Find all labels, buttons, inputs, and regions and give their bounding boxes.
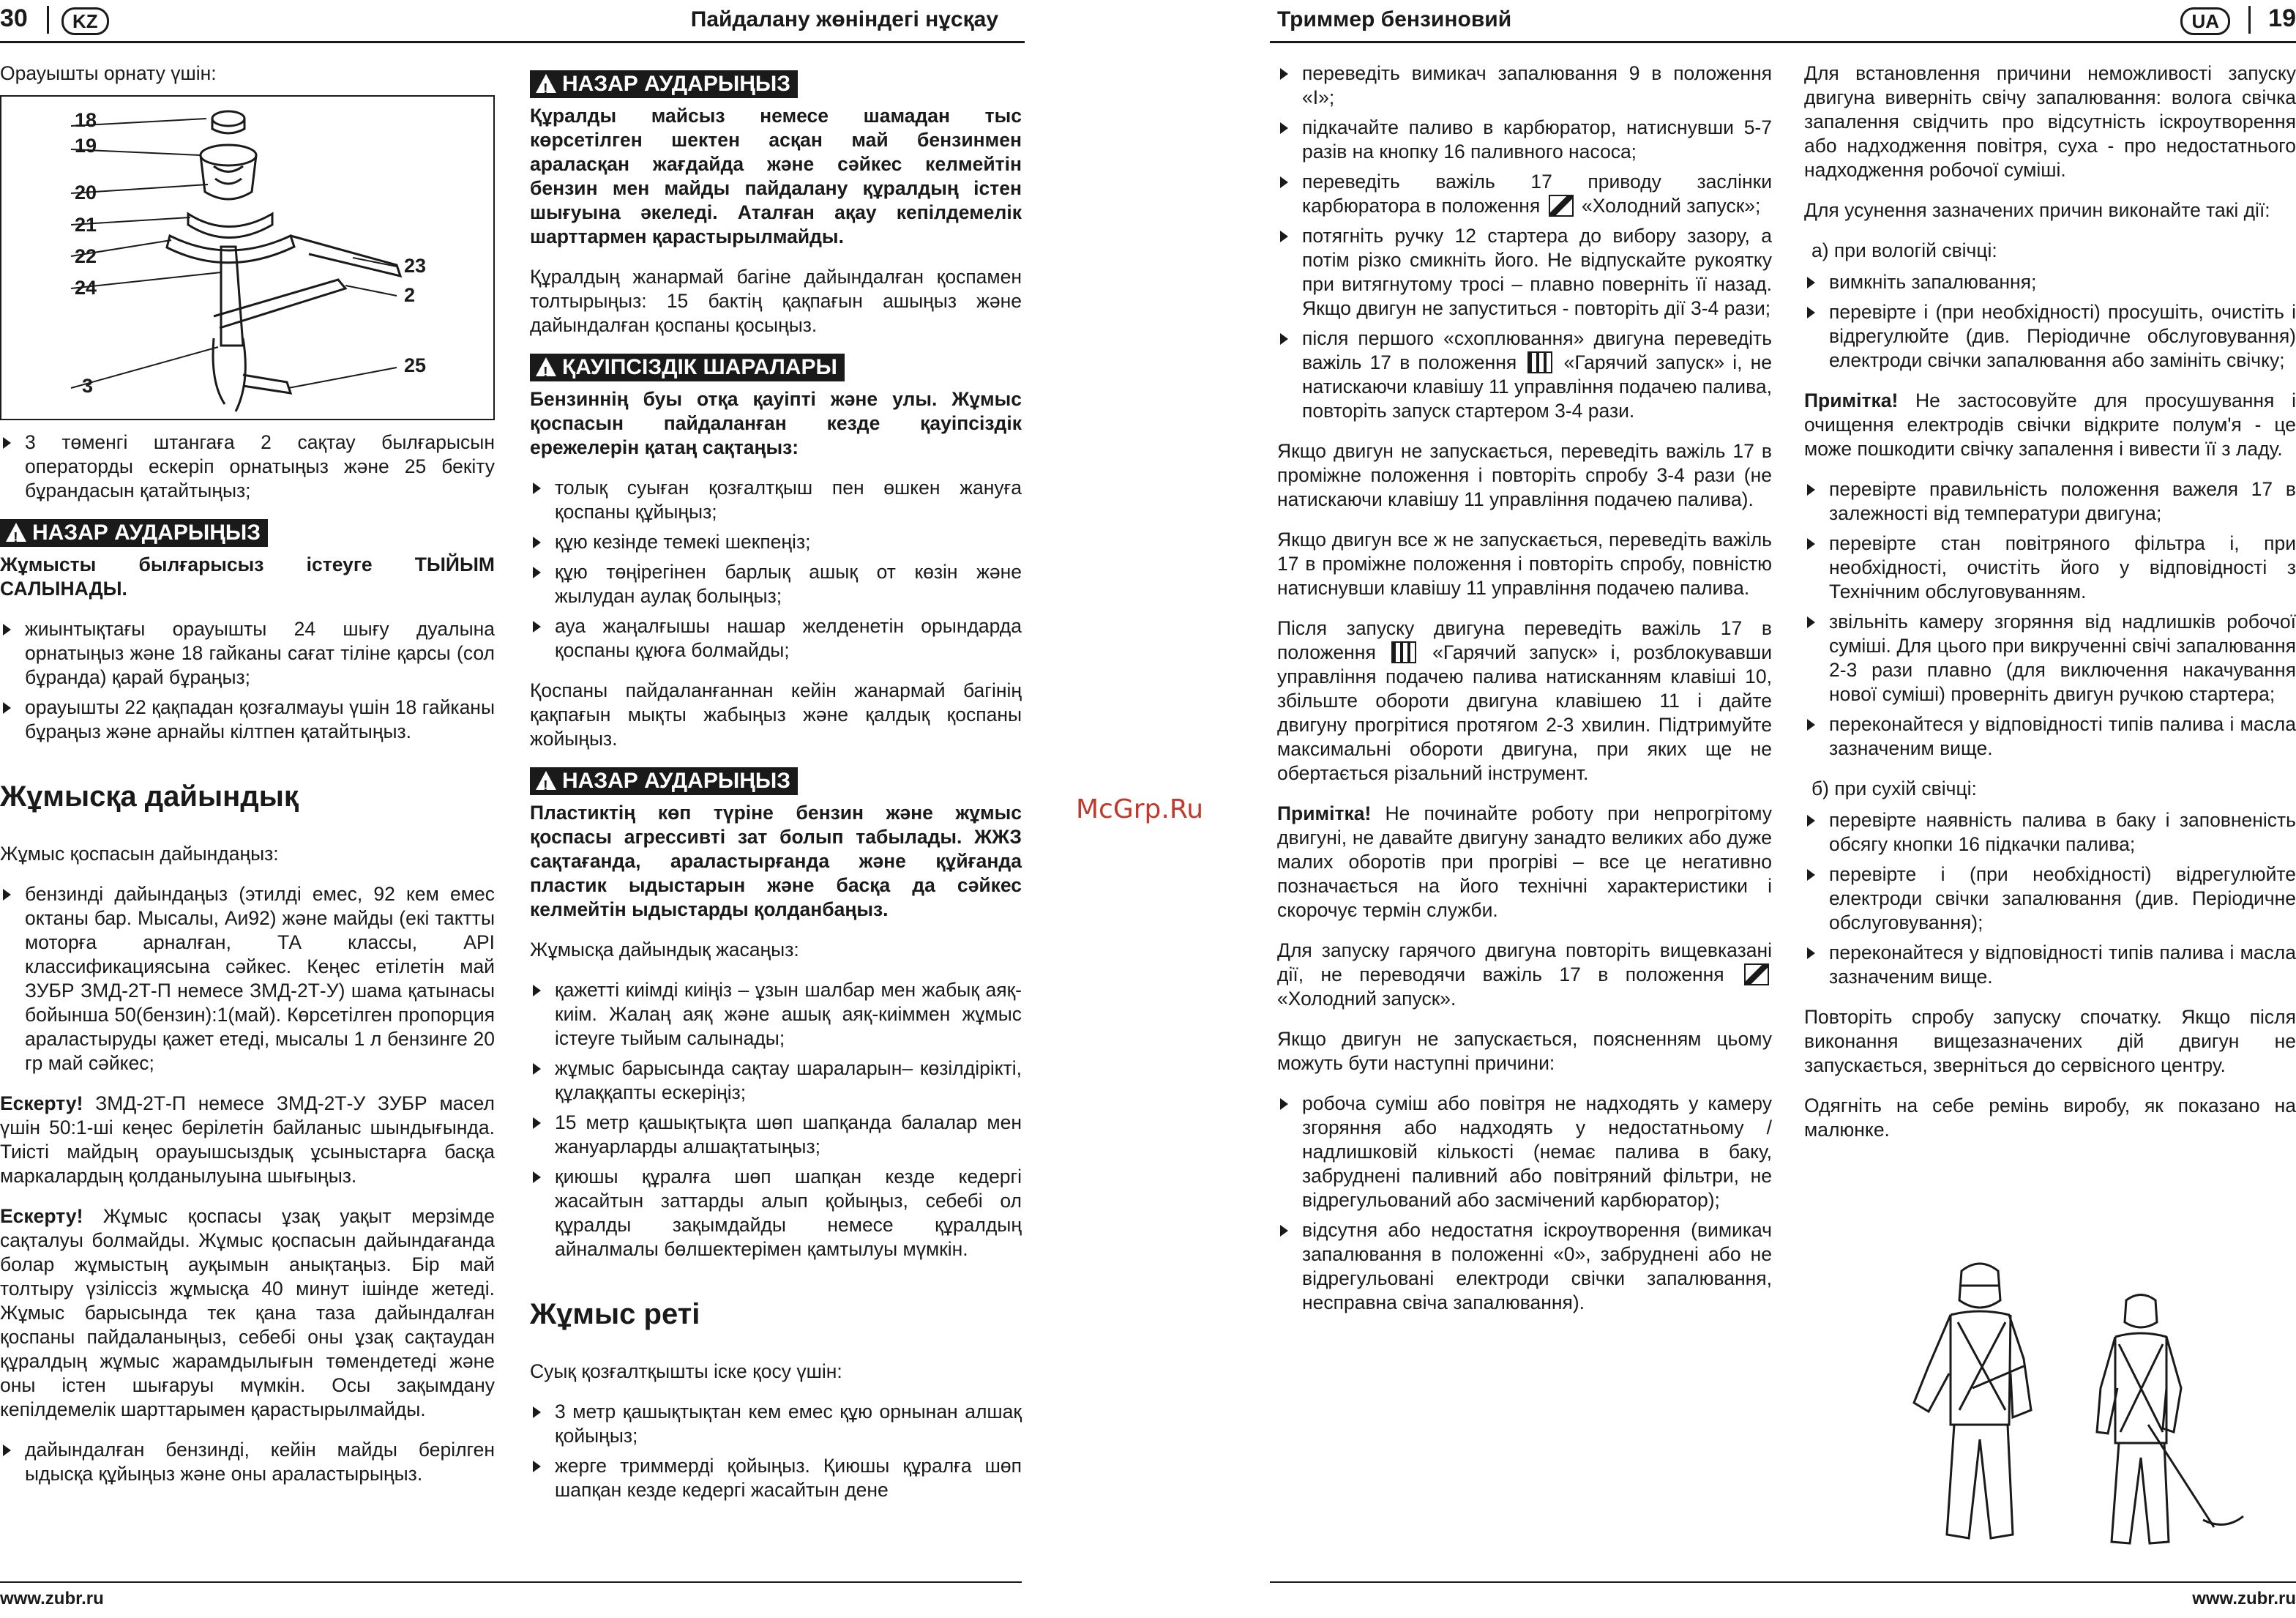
page-number: 30 xyxy=(0,4,28,32)
paragraph: Одягніть на себе ремінь виробу, як показано на малюнке. xyxy=(1804,1095,2296,1141)
warning-icon xyxy=(6,523,26,542)
callout-22: 22 xyxy=(75,245,97,267)
list-item-text: 15 метр қашықтықта шөп шапқанда балалар мен жануарларды алшақтатыңыз; xyxy=(555,1111,1022,1157)
list-item xyxy=(1804,610,2296,707)
warning-label xyxy=(530,70,798,98)
list-item xyxy=(530,530,1022,554)
list-item-text: қажетті киімді киіңіз – ұзын шалбар мен жабық аяқ-киім. Жалаң аяқ және ашық аяқ-киіммен жұмыс істеуге тыйым салынады; xyxy=(555,979,1022,1049)
note-text: ЗМД-2Т-П немесе ЗМД-2Т-У ЗУБР масел үшін 50:1-ші кеңес берілетін байланыс шындығында. Тиісті майдың орауышсыздық ұсыныстарға басқа маркалардың қолданылуына шығыңыз. xyxy=(0,1092,495,1187)
mounting-list xyxy=(0,617,495,744)
list-item xyxy=(530,560,1022,608)
list-item xyxy=(530,1056,1022,1105)
section-heading: Жұмыс реті xyxy=(530,1298,700,1330)
note-label: Примітка! xyxy=(1277,802,1372,824)
list-item xyxy=(530,476,1022,524)
list-item xyxy=(0,882,495,1075)
note-text: Не починайте роботу при непрогрітому двигуні, не давайте двигуну занадто великих або дуже малих оборотів при прогріві – все це негативно позначається на його технічні характеристики і скорочує термін служби. xyxy=(1277,802,1772,921)
left-column-1-body xyxy=(0,430,495,1502)
note xyxy=(1277,802,1772,922)
list-item xyxy=(1277,1092,1772,1212)
hot-start-icon xyxy=(1527,351,1552,373)
left-column-2 xyxy=(530,70,1022,1518)
install-list xyxy=(0,430,495,503)
list-item-text: підкачайте паливо в карбюратор, натиснувши 5-7 разів на кнопку 16 паливного насоса; xyxy=(1302,116,1772,163)
list-item xyxy=(1804,477,2296,526)
header-divider xyxy=(47,6,49,34)
list-item xyxy=(1804,808,2296,857)
paragraph: Якщо двигун не запускається, поясненням цьому можуть бути наступні причини: xyxy=(1277,1028,1772,1074)
list-item-text: бензинді дайындаңыз (этилді емес, 92 кем емес октаны бар. Мысалы, Аи92) және майды (екі тактты моторға арналған, ТА классы, API классификациясына сәйкес. Кеңес етілетін май ЗУБР ЗМД-2Т-П немесе ЗМД-2Т-У) шама қатынасы бойынша 50(бензин):1(май). Көрсетілген пропорция араластыруды қажет етеді, мысалы 1 л бензинге 20 гр май сәйкес; xyxy=(25,883,495,1074)
right-page xyxy=(1270,0,2296,1618)
list-item-text: «Гарячий запуск» і, не натискаючи клавішу 11 управління подачею палива, повторіть запуск стартером 3-4 рази. xyxy=(1302,351,1772,422)
paragraph: Повторіть спробу запуску спочатку. Якщо після виконання вищезазначених дій двигун не запускається, зверніться до сервісного центру. xyxy=(1804,1006,2296,1076)
list-item-text: робоча суміш або повітря не надходять у камеру згоряння або надходять у недостатньому / надлишковій кількості (немає палива в баку, забруднені паливний або повітряний фільтри, не відрегульований або засмічений карбюратор); xyxy=(1302,1092,1772,1211)
list-item-text: 3 метр қашықтықтан кем емес құю орнынан алшақ қойыңыз; xyxy=(555,1401,1022,1447)
list-item-text: жұмыс барысында сақтау шараларын– көзілдірікті, құлаққапты ескеріңіз; xyxy=(555,1057,1022,1103)
note-label: Примітка! xyxy=(1804,389,1899,411)
language-badge: KZ xyxy=(61,7,109,35)
note xyxy=(1804,389,2296,461)
harness-figure xyxy=(1804,1242,2287,1560)
list-item xyxy=(1277,170,1772,218)
list-item xyxy=(0,1438,495,1486)
warning-label-text: НАЗАР АУДАРЫҢЫЗ xyxy=(562,769,791,793)
note-text: Жұмыс қоспасы ұзақ уақыт мерзімде сақталуы болмайды. Жұмыс қоспасын дайындағанда болар жұмыстың ауқымын анықтаңыз. Бір май толтыру үзіліссіз жұмысқа 40 минут ішінде жетеді. Жұмыс барысында тек қана таза дайындалған қоспаны пайдаланыңыз, себебі оны ұзақ сақтаудан құралдың жұмыс жарамдылығын төмендетеді және оны істен шығаруы мүмкін. Осы зақымдану кепілдемелік шарттарымен қарастырылмайды. xyxy=(0,1205,495,1420)
list-item-text: перевірте наявність палива в баку і заповненість обсягу кнопки 16 підкачки палива; xyxy=(1829,809,2296,855)
callout-25: 25 xyxy=(404,354,427,376)
callout-2: 2 xyxy=(404,284,416,306)
list-item-text: дайындалған бензинді, кейін майды берілген ыдысқа құйыңыз және оны араластырыңыз. xyxy=(25,1439,495,1485)
fill-text: Құралдың жанармай багіне дайындалған қоспамен толтырыңыз: 15 бактің қақпағын ашыңыз және дайындалған қоспаны қосыңыз. xyxy=(530,266,1022,336)
warning-icon xyxy=(536,771,556,790)
right-column-1 xyxy=(1277,61,1772,1331)
mixing-list xyxy=(0,1438,495,1486)
paragraph-text: Для запуску гарячого двигуна повторіть вищевказані дії, не переводячи важіль 17 в положення xyxy=(1277,939,1772,985)
note-1 xyxy=(0,1092,495,1188)
list-item xyxy=(0,696,495,744)
prep-list xyxy=(0,882,495,1075)
operators-with-harness-drawing xyxy=(1804,1242,2287,1560)
callout-19: 19 xyxy=(75,135,97,157)
list-item-text: переведіть важіль 17 приводу заслінки карбюратора в положення xyxy=(1302,171,1772,217)
footer-rule xyxy=(1270,1581,2296,1583)
list-item xyxy=(1804,941,2296,989)
list-item-text: құю төңірегінен барлық ашық от көзін және жылудан аулақ болыңыз; xyxy=(555,561,1022,607)
list-item-text: перевірте правильність положення важеля 17 в залежності від температури двигуна; xyxy=(1829,478,2296,524)
list-item-text: құю кезінде темекі шекпеңіз; xyxy=(555,531,811,553)
prep-intro: Жұмысқа дайындық жасаңыз: xyxy=(530,939,799,961)
cold-intro: Суық қозғалтқышты іске қосу үшін: xyxy=(530,1360,842,1382)
callout-21: 21 xyxy=(75,214,97,236)
prep-list xyxy=(530,978,1022,1261)
warning-label xyxy=(0,519,268,547)
list-item-text: «Холодний запуск»; xyxy=(1582,195,1761,217)
list-item xyxy=(530,1165,1022,1261)
callout-20: 20 xyxy=(75,182,97,204)
safety-label-text: ҚАУІПСІЗДІК ШАРАЛАРЫ xyxy=(562,355,837,379)
warning-label-text: НАЗАР АУДАРЫҢЫЗ xyxy=(32,521,261,545)
callout-18: 18 xyxy=(75,109,97,131)
callout-3: 3 xyxy=(82,375,94,397)
header-title: Пайдалану жөніндегі нұсқау xyxy=(690,7,998,31)
note-label: Ескерту! xyxy=(0,1092,83,1114)
left-header xyxy=(0,0,1025,43)
paragraph-text: «Холодний запуск». xyxy=(1277,988,1456,1010)
list-item-text: відсутня або недостатня іскроутворення (вимикач запалювання в положенні «0», забруднені або не відрегульовані електроди свічки запалювання, несправна свіча запалювання). xyxy=(1302,1219,1772,1313)
safety-text: Бензиннің буы отқа қауіпті және улы. Жұмыс қоспасын пайдаланған кезде қауіпсіздік ережелерін қатаң сақтаңыз: xyxy=(530,388,1022,458)
warning-text: Құралды майсыз немесе шамадан тыс көрсетілген шектен асқан май бензинмен араласқан жағдайда және сәйкес келмейтін бензин мен майды пайдалану құралдың істен шығуына әкеледі. Аталған ақау кепілдемелік шарттармен қарастырылмайды. xyxy=(530,105,1022,247)
paragraph: Якщо двигун все ж не запускається, переведіть важіль 17 в проміжне положення і повторіть спробу, повністю натиснувши клавішу 11 управління подачею палива. xyxy=(1277,529,1772,599)
cold-start-list xyxy=(530,1400,1022,1502)
warning-icon xyxy=(536,74,556,93)
check-list xyxy=(1804,477,2296,761)
note-2 xyxy=(0,1204,495,1422)
start-list xyxy=(1277,61,1772,423)
list-item xyxy=(1277,61,1772,110)
warning-icon xyxy=(536,357,556,376)
footer-link[interactable]: www.zubr.ru xyxy=(2192,1589,2296,1608)
list-item xyxy=(1804,270,2296,294)
callout-24: 24 xyxy=(75,277,97,299)
paragraph xyxy=(1277,616,1772,786)
paragraph xyxy=(1277,939,1772,1011)
list-item xyxy=(0,617,495,690)
list-item-text: орауышты 22 қақпадан қозғалмауы үшін 18 гайканы бұраңыз және арнайы кілтпен қатайтыңыз. xyxy=(25,696,495,742)
list-item-text: вимкніть запалювання; xyxy=(1829,271,2037,293)
list-item xyxy=(530,978,1022,1051)
list-item-text: переведіть вимикач запалювання 9 в положення «I»; xyxy=(1302,62,1772,108)
list-item-text: перевірте і (при необхідності) просушіть, очистіть і відрегулюйте (див. Періодичне обслуговування) електроди свічки запалювання або замініть свічку; xyxy=(1829,301,2296,371)
list-item-text: після першого «схоплювання» двигуна переведіть важіль 17 в положення xyxy=(1302,327,1772,373)
list-item-text: толық суыған қозғалтқыш пен өшкен жануға қоспаны құйыңыз; xyxy=(555,477,1022,523)
paragraph: Якщо двигун не запускається, переведіть важіль 17 в проміжне положення і повторіть спробу 3-4 рази (не натискаючи клавішу 11 управління подачею палива). xyxy=(1277,440,1772,510)
list-item-text: перевірте і (при необхідності) відрегулюйте електроди свічки запалювання (див. Періодичне обслуговування); xyxy=(1829,863,2296,933)
trimmer-head-figure xyxy=(0,95,495,420)
warning-label xyxy=(530,767,798,795)
cause-list xyxy=(1277,1092,1772,1315)
list-item-text: 3 төменгі штангаға 2 сақтау былғарысын операторды ескеріп орнатыңыз және 25 бекіту бұрандасын қатайтыңыз; xyxy=(25,431,495,502)
list-item-text: ауа жаңалғышы нашар желденетін орындарда қоспаны құюға болмайды; xyxy=(555,615,1022,661)
list-item xyxy=(1804,300,2296,373)
paragraph: Для усунення зазначених причин виконайте такі дії: xyxy=(1804,199,2270,221)
footer-rule xyxy=(0,1581,1022,1583)
list-item-text: қиюшы құралға шөп шапқан кезде кедергі жасайтын заттарды алып қойыңыз, себебі ол құралды зақымдайды немесе құралдың айналмалы бөлшектерімен қамтылуы мүмкін. xyxy=(555,1166,1022,1260)
warning-label-text: НАЗАР АУДАРЫҢЫЗ xyxy=(562,72,791,96)
sub-heading: а) при вологій свічці: xyxy=(1811,239,1997,261)
list-item xyxy=(530,1111,1022,1159)
page-number: 19 xyxy=(2268,4,2296,32)
list-item-text: жиынтықтағы орауышты 24 шығу дуалына орнатыңыз және 18 гайканы сағат тіліне қарсы (сол бұранда) қарай бұраңыз; xyxy=(25,618,495,688)
list-item xyxy=(0,430,495,503)
safety-list xyxy=(530,476,1022,663)
list-item xyxy=(1277,327,1772,423)
list-item-text: звільніть камеру згоряння від надлишків робочої суміші. Для цього при викрученні свічі запалювання 2-3 рази плавно (для виключення накачування нової суміші) проверніть двигун ручкою стартера; xyxy=(1829,611,2296,705)
list-item xyxy=(1277,1218,1772,1315)
wet-plug-list xyxy=(1804,270,2296,373)
warning-text: Пластиктің көп түріне бензин және жұмыс қоспасы агрессивті зат болып табылады. ЖЖЗ сақтағанда, араластырғанда және құйғанда пластик ыдыстарын және басқа да сәйкес келмейтін ыдыстарды қолданбаңыз. xyxy=(530,802,1022,920)
list-item xyxy=(530,1454,1022,1502)
hot-start-icon xyxy=(1391,641,1416,663)
footer-link[interactable]: www.zubr.ru xyxy=(0,1589,104,1608)
intro-text: Орауышты орнату үшін: xyxy=(0,62,217,84)
callout-23: 23 xyxy=(404,255,427,277)
safety-label xyxy=(530,354,845,381)
list-item xyxy=(530,614,1022,663)
paragraph-text: Після запуску двигуна переведіть важіль 17 в положення xyxy=(1277,617,1772,663)
list-item xyxy=(1804,712,2296,761)
left-page xyxy=(0,0,1025,1618)
note-label: Ескерту! xyxy=(0,1205,83,1227)
list-item-text: переконайтеся у відповідності типів палива і масла зазначеним вище. xyxy=(1829,942,2296,988)
prep-intro: Жұмыс қоспасын дайындаңыз: xyxy=(0,843,279,865)
right-header xyxy=(1270,0,2296,43)
warning-text: Жұмысты былғарысыз істеуге ТЫЙЫМ САЛЫНАДЫ. xyxy=(0,553,495,600)
note-text: Не застосовуйте для просушування і очищення електродів свічки відкрите полум'я - це може пошкодити свічку запалення і вивести її з ладу. xyxy=(1804,389,2296,460)
sub-heading: б) при сухій свічці: xyxy=(1811,778,1977,799)
paragraph: Для встановлення причини неможливості запуску двигуна виверніть свічу запалювання: волога свічка запалення свідчить про відсутність іскроутворення або надходження повітря, суха - про недостатнього надходження робочої суміші. xyxy=(1804,62,2296,181)
list-item xyxy=(1804,862,2296,935)
list-item xyxy=(530,1400,1022,1448)
list-item-text: потягніть ручку 12 стартера до вибору зазору, а потім різко смикніть його. Не відпускайте рукоятку при витягнутому тросі – плавно поверніть її назад. Якщо двигун не запуститься - повторіть дії 3-4 рази; xyxy=(1302,225,1772,319)
watermark: McGrp.Ru xyxy=(1076,794,1204,824)
header-title: Триммер бензиновий xyxy=(1277,7,1512,31)
dry-plug-list xyxy=(1804,808,2296,989)
list-item-text: перевірте стан повітряного фільтра і, при необхідності, очистіть його у відповідності з Технічним обслуговуванням. xyxy=(1829,532,2296,603)
list-item xyxy=(1277,224,1772,321)
list-item xyxy=(1277,116,1772,164)
header-divider xyxy=(2248,6,2251,34)
language-badge: UA xyxy=(2180,7,2230,35)
list-item-text: жерге триммерді қойыңыз. Қиюшы құралға шөп шапқан кезде кедергі жасайтын дене xyxy=(555,1455,1022,1501)
after-text: Қоспаны пайдаланғаннан кейін жанармай багінің қақпағын мықты жабыңыз және қалдық қоспаны жойыңыз. xyxy=(530,679,1022,750)
cold-start-icon xyxy=(1744,963,1769,985)
section-heading: Жұмысқа дайындық xyxy=(0,780,299,813)
cold-start-icon xyxy=(1549,195,1574,217)
list-item-text: переконайтеся у відповідності типів палива і масла зазначеним вище. xyxy=(1829,713,2296,759)
list-item xyxy=(1804,532,2296,604)
right-column-2 xyxy=(1804,61,2296,1158)
paragraph-text: «Гарячий запуск» і, розблокувавши управління подачею палива натисканням клавіші 10, збільште обороти двигуна клавішею 11 і дайте двигуну прогрітися протягом 2-3 хвилин. Підтримуйте максимальні обороти двигуна, при яких ще не обертається різальний інструмент. xyxy=(1277,641,1772,784)
